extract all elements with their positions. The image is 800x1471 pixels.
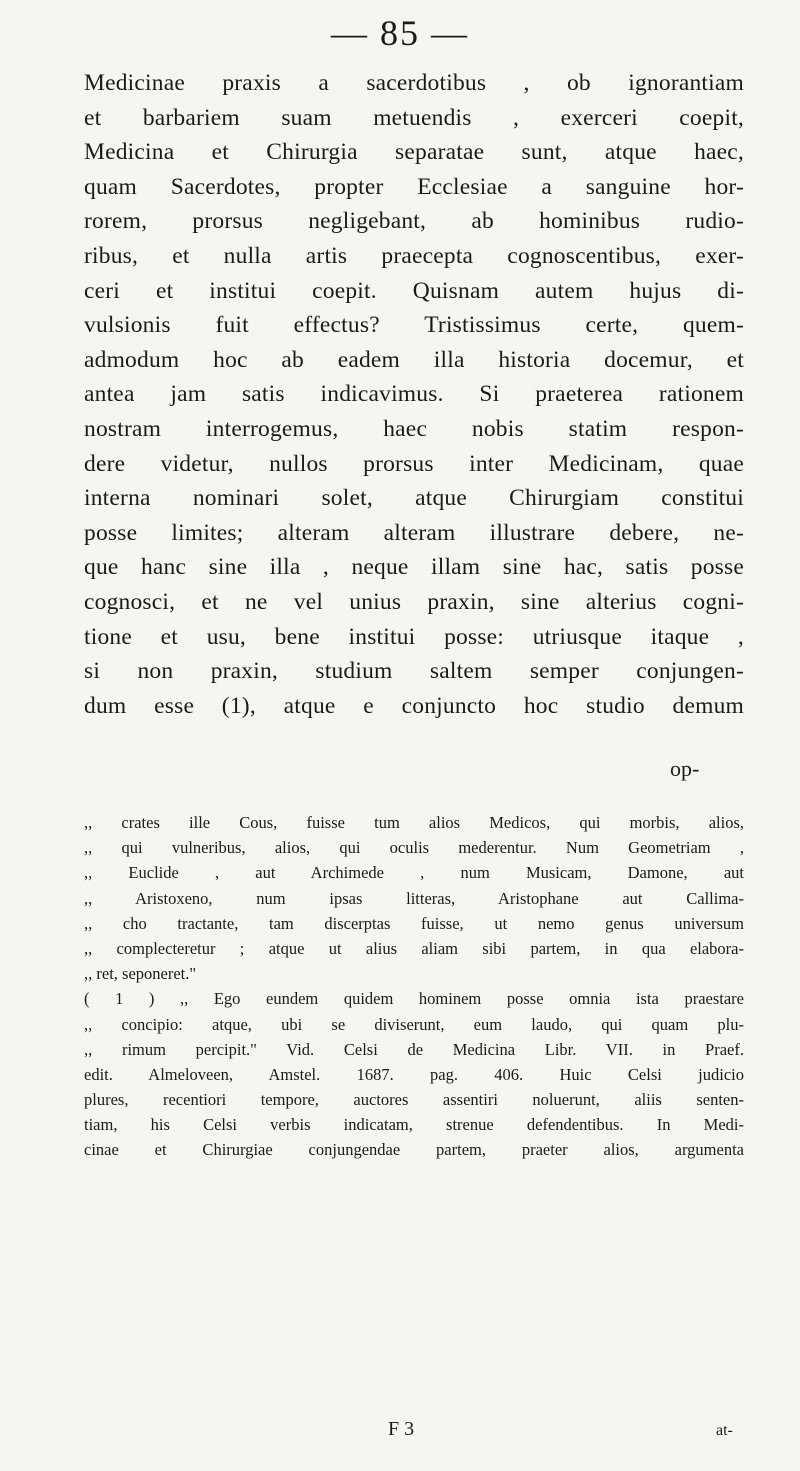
note-line: ,, Aristoxeno, num ipsas litteras, Aristophane aut Callima-	[84, 888, 744, 908]
body-line: posse limites; alteram alteram illustrare debere, ne-	[84, 519, 744, 546]
note-line: ,, ret, seponeret."	[84, 964, 197, 984]
body-line: dum esse (1), atque e conjuncto hoc studio demum	[84, 692, 744, 719]
body-line: cognosci, et ne vel unius praxin, sine alterius cogni-	[84, 588, 744, 615]
body-line: nostram interrogemus, haec nobis statim respon-	[84, 415, 744, 442]
body-line: dere videtur, nullos prorsus inter Medicinam, quae	[84, 450, 744, 477]
note-line: ,, cho tractante, tam discerptas fuisse, ut nemo genus universum	[84, 913, 744, 933]
body-catchword: op-	[670, 756, 700, 781]
body-line: ceri et institui coepit. Quisnam autem hujus di-	[84, 277, 744, 304]
note-line: cinae et Chirurgiae conjungendae partem, praeter alios, argumenta	[84, 1140, 744, 1160]
main-text-block	[84, 66, 744, 723]
note-line: edit. Almeloveen, Amstel. 1687. pag. 406. Huic Celsi judicio	[84, 1064, 744, 1084]
body-line: ribus, et nulla artis praecepta cognoscentibus, exer-	[84, 242, 744, 269]
body-line: rorem, prorsus negligebant, ab hominibus rudio-	[84, 208, 744, 235]
note-line: ,, rimum percipit." Vid. Celsi de Medicina Libr. VII. in Praef.	[84, 1039, 744, 1059]
body-line: antea jam satis indicavimus. Si praeterea rationem	[84, 381, 744, 408]
note-line: ( 1 ) ,, Ego eundem quidem hominem posse omnia ista praestare	[84, 989, 744, 1009]
signature-mark: F 3	[388, 1418, 415, 1440]
note-line: ,, qui vulneribus, alios, qui oculis mederentur. Num Geometriam ,	[84, 838, 744, 858]
body-line: tione et usu, bene institui posse: utriusque itaque ,	[84, 623, 744, 650]
page-number: — 85 —	[331, 13, 469, 53]
body-line: et barbariem suam metuendis , exerceri coepit,	[84, 104, 744, 131]
body-line: Medicinae praxis a sacerdotibus , ob ignorantiam	[84, 70, 744, 96]
body-line: vulsionis fuit effectus? Tristissimus certe, quem-	[84, 312, 744, 339]
body-line: interna nominari solet, atque Chirurgiam constitui	[84, 485, 744, 512]
body-line: quam Sacerdotes, propter Ecclesiae a sanguine hor-	[84, 173, 744, 200]
note-line: ,, crates ille Cous, fuisse tum alios Medicos, qui morbis, alios,	[84, 813, 744, 832]
notes-catchword: at-	[716, 1422, 733, 1439]
note-line: ,, concipio: atque, ubi se diviserunt, eum laudo, qui quam plu-	[84, 1014, 744, 1034]
note-line: plures, recentiori tempore, auctores assentiri noluerunt, aliis senten-	[84, 1090, 744, 1110]
footnotes-block	[84, 810, 744, 1163]
note-line: tiam, his Celsi verbis indicatam, strenue defendentibus. In Medi-	[84, 1115, 744, 1135]
note-line: ,, Euclide , aut Archimede , num Musicam, Damone, aut	[84, 863, 744, 883]
body-line: admodum hoc ab eadem illa historia docemur, et	[84, 346, 744, 373]
body-line: si non praxin, studium saltem semper conjungen-	[84, 658, 744, 685]
body-line: que hanc sine illa , neque illam sine hac, satis posse	[84, 554, 744, 581]
body-line: Medicina et Chirurgia separatae sunt, atque haec,	[84, 139, 744, 166]
note-line: ,, complecteretur ; atque ut alius aliam sibi partem, in qua elabora-	[84, 938, 744, 958]
